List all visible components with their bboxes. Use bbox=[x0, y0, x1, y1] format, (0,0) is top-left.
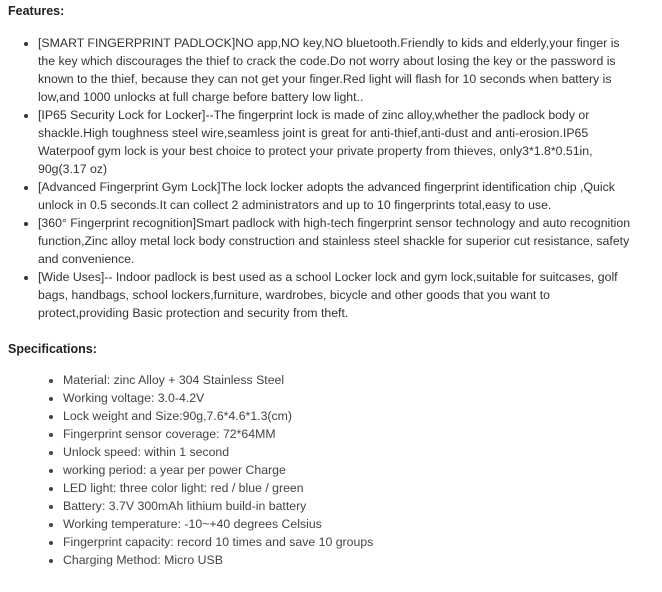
spec-item: • Lock weight and Size:90g,7.6*4.6*1.3(cm) bbox=[63, 407, 623, 425]
feature-item: • [Advanced Fingerprint Gym Lock]The lock locker adopts the advanced fingerprint identification chip ,Quick unlock in 0.5 seconds.It can collect 2 administrators and up to 10 fingerprints total,easy to use. bbox=[38, 178, 632, 214]
spec-item: • Working voltage: 3.0-4.2V bbox=[63, 389, 623, 407]
specifications-heading: Specifications: bbox=[8, 342, 97, 356]
spec-item: • working period: a year per power Charge bbox=[63, 461, 623, 479]
spec-item: • Fingerprint capacity: record 10 times and save 10 groups bbox=[63, 533, 623, 551]
features-heading: Features: bbox=[8, 4, 65, 18]
spec-item: • Material: zinc Alloy + 304 Stainless Steel bbox=[63, 371, 623, 389]
spec-item: • Fingerprint sensor coverage: 72*64MM bbox=[63, 425, 623, 443]
spec-item: • Working temperature: -10~+40 degrees Celsius bbox=[63, 515, 623, 533]
feature-item: • [SMART FINGERPRINT PADLOCK]NO app,NO key,NO bluetooth.Friendly to kids and elderly,your finger is the key which discourages the thief to crack the code.Do not worry about losing the key or the password is known to the thief, because they can not get your finger.Red light will flash for 10 seconds when battery is low,and 1000 unlocks at full charge before battery low light.. bbox=[38, 34, 632, 106]
spec-item: • Unlock speed: within 1 second bbox=[63, 443, 623, 461]
feature-item: • [360° Fingerprint recognition]Smart padlock with high-tech fingerprint sensor technology and auto recognition function,Zinc alloy metal lock body construction and stainless steel shackle for superior cut resistance, safety and convenience. bbox=[38, 214, 632, 268]
spec-item: • Charging Method: Micro USB bbox=[63, 551, 623, 569]
spec-item: • LED light: three color light: red / blue / green bbox=[63, 479, 623, 497]
specifications-list bbox=[47, 371, 623, 569]
features-list bbox=[22, 34, 632, 322]
feature-item: • [IP65 Security Lock for Locker]--The fingerprint lock is made of zinc alloy,whether the padlock body or shackle.High toughness steel wire,seamless joint is great for anti-thief,anti-dust and anti-erosion.IP65 Waterpoof gym lock is your best choice to protect your private property from thieves, only3*1.8*0.51in, 90g(3.17 oz) bbox=[38, 106, 632, 178]
spec-item: • Battery: 3.7V 300mAh lithium build-in battery bbox=[63, 497, 623, 515]
feature-item: • [Wide Uses]-- Indoor padlock is best used as a school Locker lock and gym lock,suitable for suitcases, golf bags, handbags, school lockers,furniture, wardrobes, bicycle and other goods that you want to protect,providing Basic protection and security from theft. bbox=[38, 268, 632, 322]
